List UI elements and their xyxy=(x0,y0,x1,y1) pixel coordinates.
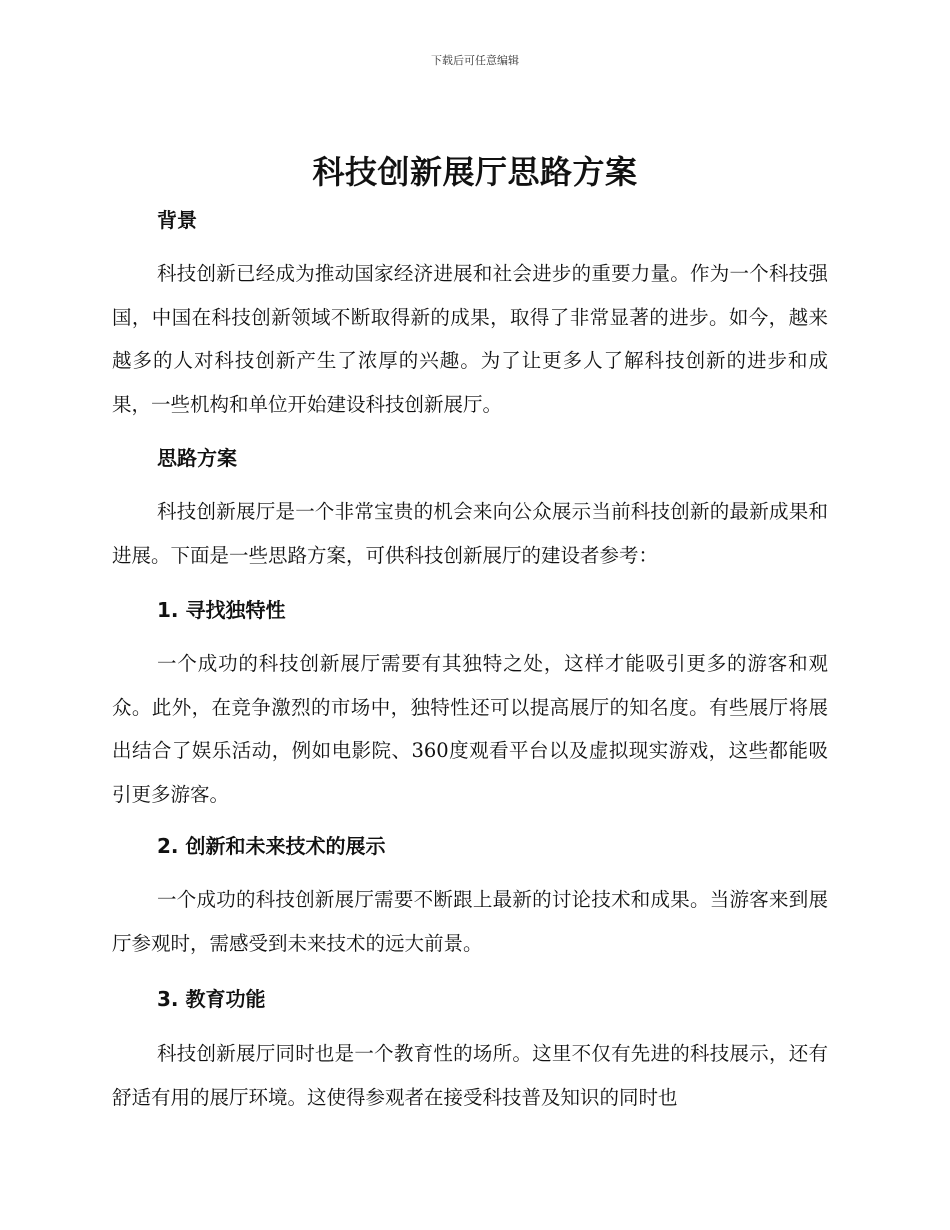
section-heading-education: 3. 教育功能 xyxy=(157,987,266,1011)
section-heading-background: 背景 xyxy=(157,208,197,232)
section-heading-plan: 思路方案 xyxy=(157,446,237,470)
section-paragraph-background: 科技创新已经成为推动国家经济进展和社会进步的重要力量。作为一个科技强国，中国在科技创新领域不断取得新的成果，取得了非常显著的进步。如今，越来越多的人对科技创新产生了浓厚的兴趣。为了让更多人了解科技创新的进步和成果，一些机构和单位开始建设科技创新展厅。 xyxy=(112,262,828,416)
page-header-note: 下载后可任意编辑 xyxy=(431,54,519,67)
section-paragraph-education: 科技创新展厅同时也是一个教育性的场所。这里不仅有先进的科技展示，还有舒适有用的展厅环境。这使得参观者在接受科技普及知识的同时也 xyxy=(112,1042,828,1109)
section-heading-future-tech: 2. 创新和未来技术的展示 xyxy=(157,834,386,858)
section-paragraph-plan: 科技创新展厅是一个非常宝贵的机会来向公众展示当前科技创新的最新成果和进展。下面是一些思路方案，可供科技创新展厅的建设者参考： xyxy=(112,500,828,567)
section-heading-uniqueness: 1. 寻找独特性 xyxy=(157,598,286,622)
section-paragraph-uniqueness: 一个成功的科技创新展厅需要有其独特之处，这样才能吸引更多的游客和观众。此外，在竞争激烈的市场中，独特性还可以提高展厅的知名度。有些展厅将展出结合了娱乐活动，例如电影院、360度观看平台以及虚拟现实游戏，这些都能吸引更多游客。 xyxy=(112,652,828,806)
document-title: 科技创新展厅思路方案 xyxy=(312,153,638,191)
section-paragraph-future-tech: 一个成功的科技创新展厅需要不断跟上最新的讨论技术和成果。当游客来到展厅参观时，需感受到未来技术的远大前景。 xyxy=(112,888,828,955)
